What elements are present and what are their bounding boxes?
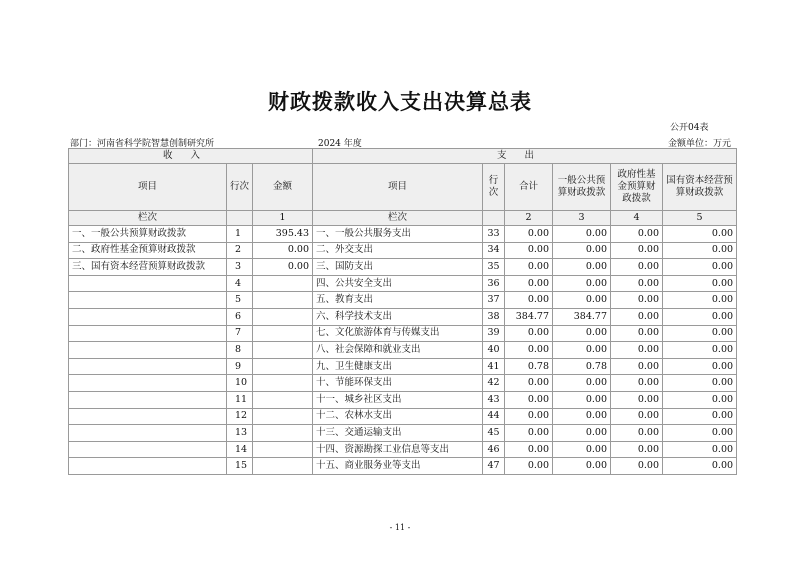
expense-item-cell: 一、一般公共服务支出 — [313, 226, 483, 243]
table-row — [69, 441, 737, 458]
income-row-no-cell: 6 — [227, 308, 253, 325]
col-item-header: 项目 — [69, 164, 227, 211]
fund-budget-cell: 0.00 — [611, 358, 663, 375]
state-capital-cell: 0.00 — [663, 325, 737, 342]
income-amount-cell — [253, 408, 313, 425]
income-amount-cell — [253, 441, 313, 458]
income-row-no-cell: 12 — [227, 408, 253, 425]
state-capital-cell: 0.00 — [663, 226, 737, 243]
col-no-blank-2 — [483, 211, 505, 226]
col-row-header: 行次 — [227, 164, 253, 211]
fund-budget-cell: 0.00 — [611, 226, 663, 243]
total-cell: 0.00 — [505, 226, 553, 243]
expense-row-no-cell: 39 — [483, 325, 505, 342]
income-amount-cell — [253, 275, 313, 292]
expense-item-cell: 六、科学技术支出 — [313, 308, 483, 325]
total-cell: 0.00 — [505, 408, 553, 425]
table-row — [69, 425, 737, 442]
income-amount-cell: 395.43 — [253, 226, 313, 243]
state-capital-cell: 0.00 — [663, 391, 737, 408]
income-item-cell: 三、国有资本经营预算财政拨款 — [69, 259, 227, 276]
fund-budget-cell: 0.00 — [611, 441, 663, 458]
general-budget-cell: 0.00 — [553, 375, 611, 392]
income-amount-cell — [253, 342, 313, 359]
table-row — [69, 242, 737, 259]
income-amount-cell — [253, 458, 313, 475]
general-budget-cell: 0.00 — [553, 275, 611, 292]
expense-row-no-cell: 43 — [483, 391, 505, 408]
form-number: 公开04表 — [670, 123, 709, 133]
expense-item-cell: 七、文化旅游体育与传媒支出 — [313, 325, 483, 342]
page-number: - 11 - — [389, 523, 411, 532]
total-cell: 0.00 — [505, 342, 553, 359]
table-row — [69, 226, 737, 243]
fund-budget-cell: 0.00 — [611, 325, 663, 342]
income-item-cell — [69, 425, 227, 442]
budget-table — [68, 148, 737, 475]
income-amount-cell: 0.00 — [253, 242, 313, 259]
fund-budget-cell: 0.00 — [611, 259, 663, 276]
year-label: 2024 年度 — [318, 139, 362, 149]
table-row — [69, 259, 737, 276]
income-amount-cell: 0.00 — [253, 259, 313, 276]
income-amount-cell — [253, 292, 313, 309]
total-cell: 0.00 — [505, 391, 553, 408]
income-item-cell — [69, 358, 227, 375]
state-capital-cell: 0.00 — [663, 425, 737, 442]
table-row — [69, 458, 737, 475]
expense-row-no-cell: 38 — [483, 308, 505, 325]
col-row2-header: 行次 — [483, 164, 505, 211]
fund-budget-cell: 0.00 — [611, 458, 663, 475]
income-row-no-cell: 4 — [227, 275, 253, 292]
col-amount-header: 金额 — [253, 164, 313, 211]
income-row-no-cell: 2 — [227, 242, 253, 259]
page-title: 财政拨款收入支出决算总表 — [268, 89, 532, 114]
expense-row-no-cell: 36 — [483, 275, 505, 292]
col-no-1: 1 — [253, 211, 313, 226]
expense-row-no-cell: 37 — [483, 292, 505, 309]
table-row — [69, 342, 737, 359]
income-header: 收入 — [69, 149, 313, 164]
fund-budget-cell: 0.00 — [611, 242, 663, 259]
total-cell: 0.00 — [505, 275, 553, 292]
expense-header: 支出 — [313, 149, 737, 164]
fund-budget-cell: 0.00 — [611, 342, 663, 359]
col-no-blank — [227, 211, 253, 226]
income-row-no-cell: 13 — [227, 425, 253, 442]
table-row — [69, 275, 737, 292]
general-budget-cell: 0.00 — [553, 325, 611, 342]
expense-row-no-cell: 42 — [483, 375, 505, 392]
state-capital-cell: 0.00 — [663, 242, 737, 259]
expense-item-cell: 八、社会保障和就业支出 — [313, 342, 483, 359]
income-amount-cell — [253, 425, 313, 442]
col-no-5: 5 — [663, 211, 737, 226]
general-budget-cell: 0.00 — [553, 458, 611, 475]
state-capital-cell: 0.00 — [663, 292, 737, 309]
fund-budget-cell: 0.00 — [611, 292, 663, 309]
expense-row-no-cell: 34 — [483, 242, 505, 259]
col-general-header: 一般公共预算财政拨款 — [553, 164, 611, 211]
income-amount-cell — [253, 308, 313, 325]
fund-budget-cell: 0.00 — [611, 391, 663, 408]
table-row — [69, 391, 737, 408]
general-budget-cell: 0.78 — [553, 358, 611, 375]
fund-budget-cell: 0.00 — [611, 275, 663, 292]
income-item-cell — [69, 275, 227, 292]
income-row-no-cell: 10 — [227, 375, 253, 392]
state-capital-cell: 0.00 — [663, 358, 737, 375]
table-row — [69, 358, 737, 375]
expense-item-cell: 十五、商业服务业等支出 — [313, 458, 483, 475]
income-amount-cell — [253, 375, 313, 392]
income-amount-cell — [253, 391, 313, 408]
income-item-cell: 二、政府性基金预算财政拨款 — [69, 242, 227, 259]
fund-budget-cell: 0.00 — [611, 375, 663, 392]
expense-item-cell: 十一、城乡社区支出 — [313, 391, 483, 408]
general-budget-cell: 0.00 — [553, 226, 611, 243]
expense-item-cell: 四、公共安全支出 — [313, 275, 483, 292]
col-fund-header: 政府性基金预算财政拨款 — [611, 164, 663, 211]
state-capital-cell: 0.00 — [663, 259, 737, 276]
table-row — [69, 308, 737, 325]
income-row-no-cell: 11 — [227, 391, 253, 408]
col-item2-header: 项目 — [313, 164, 483, 211]
expense-item-cell: 三、国防支出 — [313, 259, 483, 276]
general-budget-cell: 0.00 — [553, 259, 611, 276]
income-item-cell — [69, 342, 227, 359]
income-item-cell — [69, 325, 227, 342]
income-row-no-cell: 14 — [227, 441, 253, 458]
col-no-label-2: 栏次 — [313, 211, 483, 226]
total-cell: 0.00 — [505, 425, 553, 442]
income-row-no-cell: 7 — [227, 325, 253, 342]
income-item-cell — [69, 408, 227, 425]
fund-budget-cell: 0.00 — [611, 408, 663, 425]
income-row-no-cell: 3 — [227, 259, 253, 276]
fund-budget-cell: 0.00 — [611, 308, 663, 325]
expense-row-no-cell: 35 — [483, 259, 505, 276]
income-amount-cell — [253, 325, 313, 342]
general-budget-cell: 384.77 — [553, 308, 611, 325]
income-row-no-cell: 8 — [227, 342, 253, 359]
col-total-header: 合计 — [505, 164, 553, 211]
general-budget-cell: 0.00 — [553, 391, 611, 408]
expense-row-no-cell: 45 — [483, 425, 505, 442]
state-capital-cell: 0.00 — [663, 458, 737, 475]
total-cell: 0.00 — [505, 375, 553, 392]
expense-row-no-cell: 33 — [483, 226, 505, 243]
income-item-cell: 一、一般公共预算财政拨款 — [69, 226, 227, 243]
department-label: 部门：河南省科学院智慧创制研究所 — [70, 139, 215, 149]
income-item-cell — [69, 292, 227, 309]
general-budget-cell: 0.00 — [553, 441, 611, 458]
header-row-columns — [69, 164, 737, 211]
fund-budget-cell: 0.00 — [611, 425, 663, 442]
col-no-3: 3 — [553, 211, 611, 226]
state-capital-cell: 0.00 — [663, 275, 737, 292]
total-cell: 0.00 — [505, 458, 553, 475]
expense-item-cell: 五、教育支出 — [313, 292, 483, 309]
total-cell: 0.00 — [505, 292, 553, 309]
general-budget-cell: 0.00 — [553, 425, 611, 442]
expense-row-no-cell: 40 — [483, 342, 505, 359]
table-row — [69, 408, 737, 425]
total-cell: 0.00 — [505, 242, 553, 259]
total-cell: 0.78 — [505, 358, 553, 375]
income-row-no-cell: 5 — [227, 292, 253, 309]
expense-item-cell: 十三、交通运输支出 — [313, 425, 483, 442]
table-row — [69, 325, 737, 342]
total-cell: 0.00 — [505, 441, 553, 458]
table-row — [69, 375, 737, 392]
expense-row-no-cell: 46 — [483, 441, 505, 458]
general-budget-cell: 0.00 — [553, 292, 611, 309]
col-state-header: 国有资本经营预算财政拨款 — [663, 164, 737, 211]
total-cell: 384.77 — [505, 308, 553, 325]
col-no-2: 2 — [505, 211, 553, 226]
state-capital-cell: 0.00 — [663, 441, 737, 458]
expense-item-cell: 十四、资源勘探工业信息等支出 — [313, 441, 483, 458]
expense-row-no-cell: 41 — [483, 358, 505, 375]
income-row-no-cell: 9 — [227, 358, 253, 375]
total-cell: 0.00 — [505, 325, 553, 342]
state-capital-cell: 0.00 — [663, 408, 737, 425]
income-row-no-cell: 15 — [227, 458, 253, 475]
income-item-cell — [69, 458, 227, 475]
income-row-no-cell: 1 — [227, 226, 253, 243]
header-row-numbers — [69, 211, 737, 226]
state-capital-cell: 0.00 — [663, 375, 737, 392]
income-item-cell — [69, 375, 227, 392]
table-row — [69, 292, 737, 309]
expense-item-cell: 九、卫生健康支出 — [313, 358, 483, 375]
general-budget-cell: 0.00 — [553, 408, 611, 425]
income-amount-cell — [253, 358, 313, 375]
income-item-cell — [69, 308, 227, 325]
expense-item-cell: 二、外交支出 — [313, 242, 483, 259]
income-item-cell — [69, 441, 227, 458]
state-capital-cell: 0.00 — [663, 342, 737, 359]
general-budget-cell: 0.00 — [553, 342, 611, 359]
expense-item-cell: 十二、农林水支出 — [313, 408, 483, 425]
expense-row-no-cell: 47 — [483, 458, 505, 475]
col-no-4: 4 — [611, 211, 663, 226]
state-capital-cell: 0.00 — [663, 308, 737, 325]
header-row-groups — [69, 149, 737, 164]
col-no-label: 栏次 — [69, 211, 227, 226]
general-budget-cell: 0.00 — [553, 242, 611, 259]
unit-label: 金额单位：万元 — [668, 139, 732, 149]
total-cell: 0.00 — [505, 259, 553, 276]
expense-item-cell: 十、节能环保支出 — [313, 375, 483, 392]
expense-row-no-cell: 44 — [483, 408, 505, 425]
income-item-cell — [69, 391, 227, 408]
